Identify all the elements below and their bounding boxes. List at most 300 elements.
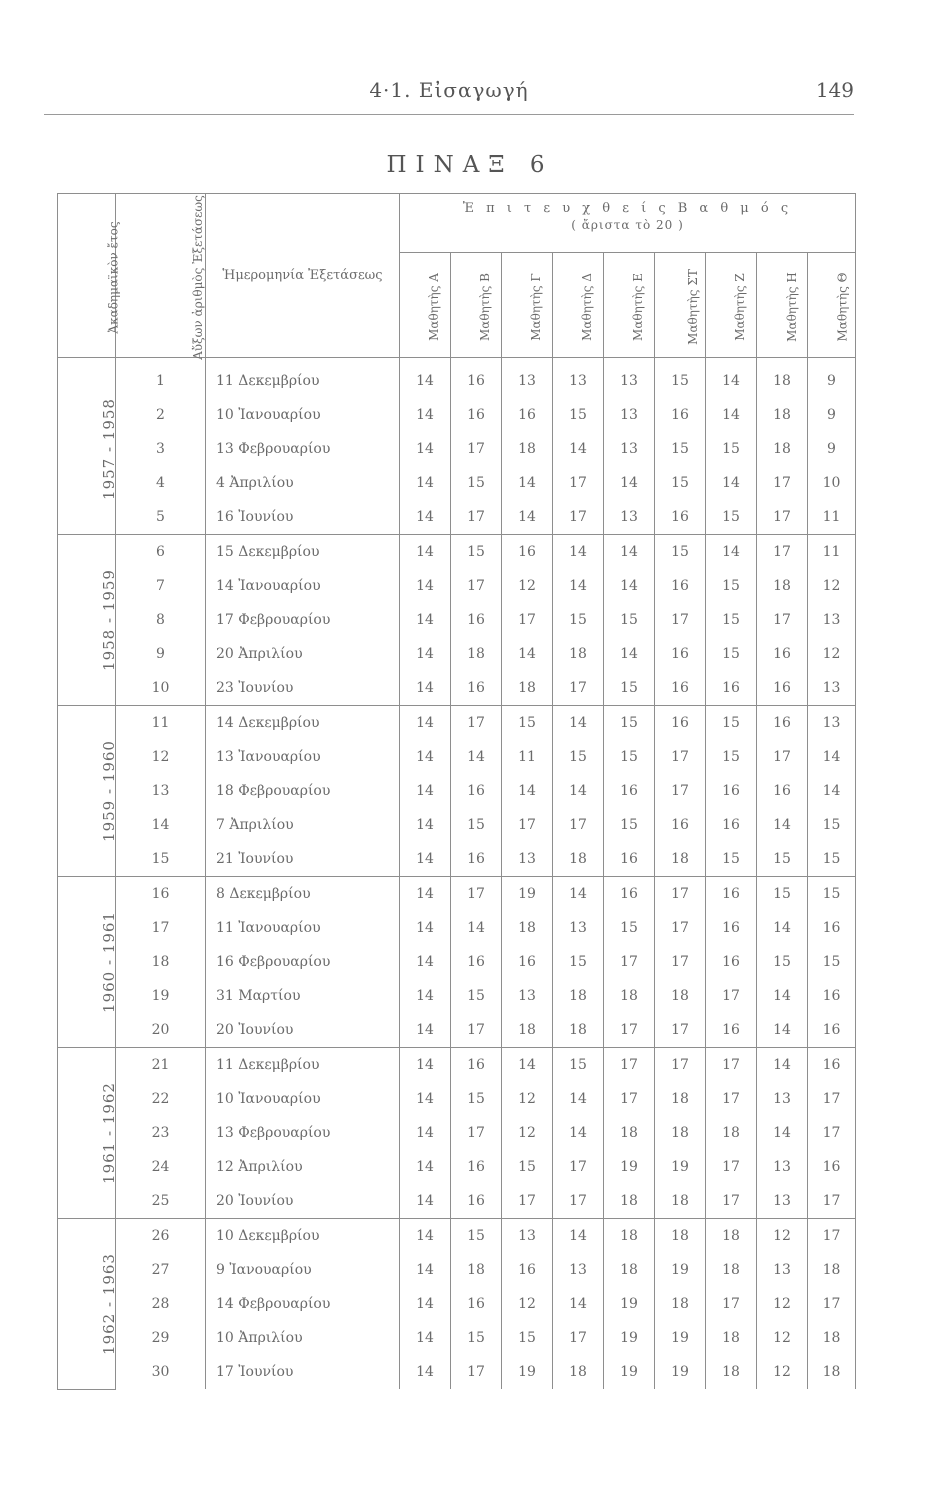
grade-cell: 18 (808, 1253, 856, 1287)
grade-cell: 16 (757, 671, 808, 706)
grade-cell: 9 (808, 398, 856, 432)
grade-cell: 15 (655, 466, 706, 500)
table-row (58, 1150, 856, 1184)
exam-number-cell: 28 (116, 1287, 206, 1321)
grade-cell: 17 (451, 569, 502, 603)
table-title: ΠΙΝΑΞ 6 (386, 152, 554, 178)
exam-date-cell: 8 Δεκεμβρίου (206, 877, 400, 912)
academic-year-cell (58, 1219, 116, 1390)
grade-cell: 16 (808, 1048, 856, 1083)
grade-cell: 14 (400, 1253, 451, 1287)
grade-cell: 13 (502, 1219, 553, 1254)
table-row (58, 671, 856, 706)
grade-cell: 14 (706, 358, 757, 399)
table-row (58, 911, 856, 945)
student-header-label: Μαθητὴς Γ (528, 272, 543, 341)
grade-cell: 16 (655, 808, 706, 842)
grade-cell: 17 (706, 1150, 757, 1184)
grade-cell: 13 (808, 671, 856, 706)
grade-cell: 14 (400, 842, 451, 877)
grade-cell: 15 (655, 358, 706, 399)
grade-cell: 18 (808, 1321, 856, 1355)
grade-cell: 13 (553, 1253, 604, 1287)
grade-cell: 12 (502, 1287, 553, 1321)
grade-cell: 15 (502, 1321, 553, 1355)
grade-cell: 12 (808, 637, 856, 671)
exam-date-cell: 31 Μαρτίου (206, 979, 400, 1013)
grade-cell: 16 (655, 706, 706, 741)
grades-group-header (400, 194, 856, 253)
exam-number-cell: 30 (116, 1355, 206, 1389)
academic-year-label: 1960 - 1961 (99, 911, 118, 1013)
grade-cell: 13 (604, 432, 655, 466)
grade-cell: 15 (706, 432, 757, 466)
grade-cell: 12 (502, 1082, 553, 1116)
grade-cell: 16 (757, 637, 808, 671)
grade-cell: 17 (655, 911, 706, 945)
grade-cell: 18 (451, 637, 502, 671)
grade-cell: 15 (451, 535, 502, 570)
grade-cell: 15 (655, 535, 706, 570)
grade-cell: 14 (400, 1355, 451, 1389)
academic-year-cell (58, 535, 116, 706)
grade-cell: 12 (502, 1116, 553, 1150)
exam-date-cell: 10 Ἰανουαρίου (206, 398, 400, 432)
grade-cell: 14 (400, 1013, 451, 1048)
exam-date-cell: 17 Ἰουνίου (206, 1355, 400, 1389)
table-row (58, 569, 856, 603)
exam-number-header (116, 194, 206, 358)
grade-cell: 17 (502, 1184, 553, 1219)
grade-cell: 15 (604, 740, 655, 774)
table-row (58, 358, 856, 399)
grade-cell: 18 (553, 1013, 604, 1048)
grade-cell: 18 (706, 1219, 757, 1254)
grade-cell: 19 (604, 1355, 655, 1389)
grade-cell: 14 (553, 1082, 604, 1116)
grade-cell: 14 (400, 1116, 451, 1150)
grade-cell: 17 (451, 1355, 502, 1389)
grade-cell: 17 (553, 466, 604, 500)
student-header (553, 253, 604, 358)
grade-cell: 17 (757, 466, 808, 500)
grade-cell: 15 (706, 740, 757, 774)
grade-cell: 14 (553, 774, 604, 808)
exam-date-cell: 10 Ἀπριλίου (206, 1321, 400, 1355)
grade-cell: 14 (757, 911, 808, 945)
grade-cell: 16 (706, 671, 757, 706)
section-title: 4·1. Εἰσαγωγή (369, 78, 529, 102)
grade-cell: 17 (451, 877, 502, 912)
grade-cell: 15 (553, 398, 604, 432)
exam-number-cell: 29 (116, 1321, 206, 1355)
table-row (58, 945, 856, 979)
table-row (58, 979, 856, 1013)
grade-cell: 13 (757, 1150, 808, 1184)
grade-cell: 16 (502, 1253, 553, 1287)
exam-number-cell: 20 (116, 1013, 206, 1048)
student-header (451, 253, 502, 358)
grade-cell: 15 (604, 808, 655, 842)
grade-cell: 18 (655, 1219, 706, 1254)
grade-cell: 16 (808, 1150, 856, 1184)
grade-cell: 14 (400, 945, 451, 979)
student-header-label: Μαθητὴς Β (478, 272, 492, 341)
grade-cell: 15 (553, 603, 604, 637)
grade-cell: 14 (553, 706, 604, 741)
exam-number-cell: 8 (116, 603, 206, 637)
grade-cell: 18 (502, 671, 553, 706)
grade-cell: 17 (706, 1048, 757, 1083)
grade-cell: 17 (604, 1013, 655, 1048)
grade-cell: 9 (808, 432, 856, 466)
grade-cell: 13 (502, 358, 553, 399)
grade-cell: 18 (604, 979, 655, 1013)
exam-number-cell: 15 (116, 842, 206, 877)
grade-cell: 14 (553, 535, 604, 570)
grade-cell: 14 (757, 808, 808, 842)
grade-cell: 18 (655, 1116, 706, 1150)
grade-cell: 15 (757, 842, 808, 877)
exam-number-cell: 5 (116, 500, 206, 535)
exam-number-cell: 22 (116, 1082, 206, 1116)
exam-number-cell: 12 (116, 740, 206, 774)
grade-cell: 17 (604, 1048, 655, 1083)
grade-cell: 17 (604, 1082, 655, 1116)
grade-cell: 17 (502, 603, 553, 637)
grade-cell: 15 (706, 706, 757, 741)
grade-cell: 16 (706, 774, 757, 808)
grade-cell: 14 (808, 774, 856, 808)
exam-number-cell: 18 (116, 945, 206, 979)
grade-cell: 10 (808, 466, 856, 500)
grade-cell: 15 (553, 945, 604, 979)
table-row (58, 432, 856, 466)
exam-number-cell: 13 (116, 774, 206, 808)
exam-date-cell: 10 Ἰανουαρίου (206, 1082, 400, 1116)
grade-cell: 14 (502, 1048, 553, 1083)
grade-cell: 17 (808, 1184, 856, 1219)
grade-cell: 14 (400, 808, 451, 842)
grade-cell: 19 (502, 877, 553, 912)
student-header (604, 253, 655, 358)
grade-cell: 15 (655, 432, 706, 466)
grade-cell: 17 (553, 1150, 604, 1184)
grades-group-title: Ἐ π ι τ ε υ χ θ ε ί ς Β α θ μ ό ς (462, 201, 793, 216)
exam-date-cell: 13 Ἰανουαρίου (206, 740, 400, 774)
exam-number-cell: 23 (116, 1116, 206, 1150)
grade-cell: 17 (655, 1048, 706, 1083)
grade-cell: 15 (451, 808, 502, 842)
table-row (58, 1321, 856, 1355)
table-row (58, 1082, 856, 1116)
grade-cell: 16 (706, 808, 757, 842)
student-header (757, 253, 808, 358)
grade-cell: 18 (706, 1355, 757, 1389)
grade-cell: 14 (553, 569, 604, 603)
exam-date-cell: 12 Ἀπριλίου (206, 1150, 400, 1184)
student-header-label: Μαθητὴς Θ (835, 271, 850, 342)
grade-cell: 18 (502, 1013, 553, 1048)
grade-cell: 14 (808, 740, 856, 774)
academic-year-cell (58, 877, 116, 1048)
grade-cell: 18 (553, 842, 604, 877)
grade-cell: 16 (655, 500, 706, 535)
grade-cell: 14 (400, 1219, 451, 1254)
table-row (58, 1048, 856, 1083)
exam-number-cell: 25 (116, 1184, 206, 1219)
grade-cell: 14 (400, 671, 451, 706)
exam-date-cell: 14 Ἰανουαρίου (206, 569, 400, 603)
grade-cell: 14 (502, 466, 553, 500)
student-header (400, 253, 451, 358)
grade-cell: 15 (706, 637, 757, 671)
grade-cell: 17 (553, 808, 604, 842)
grade-cell: 15 (604, 603, 655, 637)
grade-cell: 12 (757, 1355, 808, 1389)
student-header (655, 253, 706, 358)
grade-cell: 14 (400, 466, 451, 500)
grade-cell: 14 (502, 637, 553, 671)
grade-cell: 14 (757, 1048, 808, 1083)
grade-cell: 17 (451, 1013, 502, 1048)
exam-number-cell: 7 (116, 569, 206, 603)
grade-cell: 14 (400, 911, 451, 945)
exam-date-cell: 20 Ἰουνίου (206, 1184, 400, 1219)
table-row (58, 774, 856, 808)
grade-cell: 13 (502, 979, 553, 1013)
grade-cell: 18 (757, 358, 808, 399)
academic-year-label: 1959 - 1960 (99, 740, 118, 842)
grade-cell: 19 (655, 1321, 706, 1355)
exam-date-cell: 14 Δεκεμβρίου (206, 706, 400, 741)
grade-cell: 14 (604, 569, 655, 603)
grade-cell: 17 (553, 1321, 604, 1355)
table-row (58, 603, 856, 637)
academic-year-label: 1962 - 1963 (99, 1252, 118, 1355)
grade-cell: 15 (604, 706, 655, 741)
table-row (58, 466, 856, 500)
exam-number-cell: 6 (116, 535, 206, 570)
grade-cell: 14 (706, 398, 757, 432)
grade-cell: 17 (808, 1219, 856, 1254)
grade-cell: 15 (553, 740, 604, 774)
grade-cell: 17 (451, 500, 502, 535)
grade-cell: 15 (451, 979, 502, 1013)
grade-cell: 12 (502, 569, 553, 603)
grade-cell: 17 (655, 774, 706, 808)
exam-number-cell: 16 (116, 877, 206, 912)
student-header-label: Μαθητὴς Ζ (732, 272, 747, 341)
grade-cell: 15 (808, 842, 856, 877)
grade-cell: 17 (604, 945, 655, 979)
grade-cell: 14 (604, 466, 655, 500)
grade-cell: 17 (655, 603, 706, 637)
grade-cell: 14 (400, 637, 451, 671)
grade-cell: 14 (553, 1116, 604, 1150)
grade-cell: 13 (553, 358, 604, 399)
grade-cell: 15 (502, 706, 553, 741)
grade-cell: 16 (808, 911, 856, 945)
grade-cell: 14 (553, 877, 604, 912)
table-row (58, 1184, 856, 1219)
grade-cell: 17 (808, 1287, 856, 1321)
grade-cell: 16 (502, 945, 553, 979)
grade-cell: 19 (502, 1355, 553, 1389)
grades-table (57, 193, 856, 1390)
grade-cell: 18 (655, 842, 706, 877)
table-row (58, 500, 856, 535)
grade-cell: 15 (604, 671, 655, 706)
exam-date-cell: 20 Ἀπριλίου (206, 637, 400, 671)
grade-cell: 16 (604, 877, 655, 912)
grade-cell: 15 (502, 1150, 553, 1184)
grade-cell: 17 (706, 1082, 757, 1116)
academic-year-cell (58, 1048, 116, 1219)
grade-cell: 16 (451, 603, 502, 637)
grade-cell: 13 (553, 911, 604, 945)
grade-cell: 14 (553, 432, 604, 466)
exam-date-cell: 11 Ἰανουαρίου (206, 911, 400, 945)
exam-date-cell: 10 Δεκεμβρίου (206, 1219, 400, 1254)
grade-cell: 16 (502, 398, 553, 432)
grade-cell: 18 (808, 1355, 856, 1389)
table-row (58, 1355, 856, 1389)
grade-cell: 13 (808, 706, 856, 741)
grade-cell: 17 (451, 432, 502, 466)
grade-cell: 13 (757, 1184, 808, 1219)
grade-cell: 14 (400, 979, 451, 1013)
grade-cell: 9 (808, 358, 856, 399)
exam-number-cell: 10 (116, 671, 206, 706)
academic-year-header (58, 194, 121, 358)
grade-cell: 15 (706, 842, 757, 877)
grade-cell: 16 (808, 979, 856, 1013)
grade-cell: 13 (604, 500, 655, 535)
grade-cell: 17 (553, 500, 604, 535)
academic-year-label: 1958 - 1959 (99, 569, 118, 671)
grade-cell: 14 (400, 535, 451, 570)
grade-cell: 15 (706, 603, 757, 637)
grade-cell: 14 (400, 1184, 451, 1219)
grade-cell: 14 (400, 500, 451, 535)
grade-cell: 12 (757, 1321, 808, 1355)
grade-cell: 14 (400, 740, 451, 774)
student-header-label: Μαθητὴς Α (426, 272, 441, 341)
grade-cell: 18 (757, 398, 808, 432)
academic-year-header-label: Ἀκαδημαϊκὸν ἔτος (106, 221, 121, 334)
exam-number-cell: 3 (116, 432, 206, 466)
grade-cell: 16 (808, 1013, 856, 1048)
grade-cell: 15 (604, 911, 655, 945)
grade-cell: 18 (706, 1321, 757, 1355)
exam-date-cell: 18 Φεβρουαρίου (206, 774, 400, 808)
grade-cell: 14 (400, 432, 451, 466)
grade-cell: 17 (757, 740, 808, 774)
grade-cell: 18 (655, 1082, 706, 1116)
table-row (58, 808, 856, 842)
exam-date-cell: 9 Ἰανουαρίου (206, 1253, 400, 1287)
grade-cell: 16 (706, 945, 757, 979)
table-row (58, 535, 856, 570)
grade-cell: 16 (451, 842, 502, 877)
table-row (58, 1219, 856, 1254)
grade-cell: 17 (706, 1287, 757, 1321)
grade-cell: 18 (502, 432, 553, 466)
grade-cell: 14 (400, 1287, 451, 1321)
grade-cell: 18 (553, 1355, 604, 1389)
grade-cell: 17 (451, 706, 502, 741)
exam-number-cell: 14 (116, 808, 206, 842)
grade-cell: 14 (400, 1321, 451, 1355)
student-header-label: Μαθητὴς ΣΤ (685, 268, 700, 345)
grade-cell: 18 (706, 1253, 757, 1287)
grade-cell: 14 (553, 1219, 604, 1254)
exam-number-cell: 17 (116, 911, 206, 945)
exam-number-header-label: Αὔξων ἀριθμὸς Ἐξετάσεως (190, 195, 205, 360)
grade-cell: 14 (400, 774, 451, 808)
grade-cell: 18 (604, 1184, 655, 1219)
grade-cell: 16 (706, 877, 757, 912)
grade-cell: 17 (706, 979, 757, 1013)
grade-cell: 18 (757, 432, 808, 466)
exam-date-cell: 13 Φεβρουαρίου (206, 432, 400, 466)
exam-date-cell: 14 Φεβρουαρίου (206, 1287, 400, 1321)
grade-cell: 13 (604, 358, 655, 399)
academic-year-cell (58, 358, 116, 535)
exam-date-cell: 17 Φεβρουαρίου (206, 603, 400, 637)
student-header (808, 253, 856, 358)
grade-cell: 19 (604, 1150, 655, 1184)
grade-cell: 16 (451, 1287, 502, 1321)
exam-number-cell: 1 (116, 358, 206, 399)
grade-cell: 15 (757, 945, 808, 979)
exam-date-cell: 13 Φεβρουαρίου (206, 1116, 400, 1150)
grade-cell: 16 (706, 1013, 757, 1048)
student-header (706, 253, 757, 358)
table-row (58, 877, 856, 912)
grade-cell: 16 (502, 535, 553, 570)
grade-cell: 16 (655, 398, 706, 432)
exam-number-cell: 4 (116, 466, 206, 500)
grade-cell: 15 (451, 1321, 502, 1355)
grade-cell: 16 (757, 774, 808, 808)
exam-number-cell: 24 (116, 1150, 206, 1184)
exam-date-cell: 11 Δεκεμβρίου (206, 358, 400, 399)
grade-cell: 16 (451, 1184, 502, 1219)
grade-cell: 15 (757, 877, 808, 912)
grade-cell: 18 (553, 979, 604, 1013)
grade-cell: 15 (451, 1082, 502, 1116)
grade-cell: 16 (451, 774, 502, 808)
grade-cell: 15 (451, 1219, 502, 1254)
exam-date-cell: 16 Ἰουνίου (206, 500, 400, 535)
grade-cell: 17 (757, 535, 808, 570)
grade-cell: 18 (604, 1253, 655, 1287)
grade-cell: 17 (655, 877, 706, 912)
grade-cell: 15 (706, 569, 757, 603)
grade-cell: 13 (502, 842, 553, 877)
grade-cell: 14 (502, 774, 553, 808)
table-row (58, 706, 856, 741)
exam-date-header (206, 194, 400, 358)
grade-cell: 13 (757, 1082, 808, 1116)
grade-cell: 17 (451, 1116, 502, 1150)
grade-cell: 16 (655, 637, 706, 671)
table-row (58, 1013, 856, 1048)
grade-cell: 16 (451, 398, 502, 432)
grade-cell: 11 (808, 535, 856, 570)
